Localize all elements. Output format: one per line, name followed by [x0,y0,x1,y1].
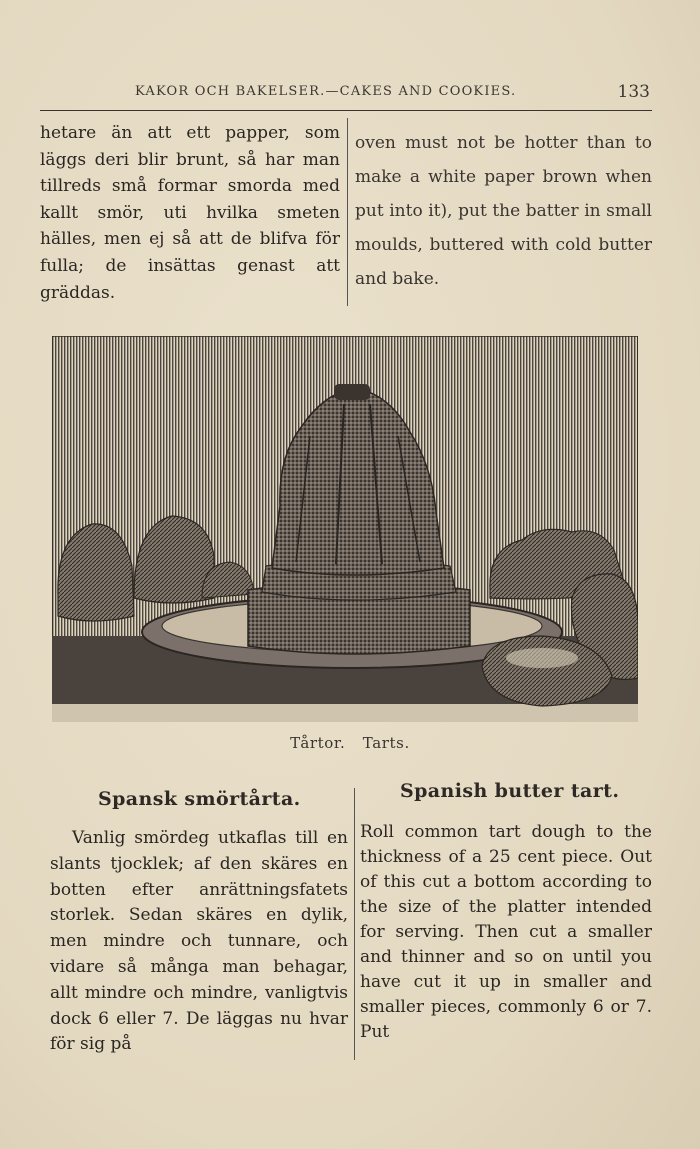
running-head: KAKOR OCH BAKELSER.—CAKES AND COOKIES. [135,84,517,99]
recipe-english-column [360,820,652,1045]
top-swedish-text: hetare än att ett papper, som läggs deri blir brunt, så har man tillreds små formar smorda med kallt smör, uti hvilka smeten hälles, men ej så att de blifva för fulla; de insättas genast att gräddas. [40,123,340,303]
top-english-text: oven must not be hotter than to make a white paper brown when put into it), put the batter in small moulds, buttered with cold butter and bake. [355,133,652,289]
top-column-divider [347,118,348,306]
recipe-english-text: Roll common tart dough to the thickness of a 25 cent piece. Out of this cut a bottom according to the size of the platter intended for serving. Then cut a smaller and thinner and so on until you have cut it up in smaller and smaller pieces, commonly 6 or 7. Put [360,822,652,1042]
caption-english: Tarts. [362,734,410,752]
illustration-caption [0,734,700,752]
caption-swedish: Tårtor. [290,734,346,752]
top-swedish-column [40,120,340,306]
top-english-column [355,126,652,296]
bottom-column-divider [354,788,355,1060]
page-number: 133 [617,82,650,102]
page-header [40,80,652,111]
recipe-title-swedish: Spansk smörtårta. [98,788,301,810]
recipe-swedish-text: Vanlig smördeg utkaflas till en slants tjocklek; af den skäres en botten efter anrättningsfatets storlek. Sedan skäres en dylik, men mindre och tunnare, och vidare så många man behagar, allt mindre och mindre, vanligtvis dock 6 eller 7. De läggas nu hvar för sig på [50,828,348,1055]
recipe-swedish-column [50,826,348,1058]
tarts-engraving-image [52,336,638,722]
tarts-engraving [52,336,638,722]
recipe-title-english: Spanish butter tart. [400,780,620,802]
